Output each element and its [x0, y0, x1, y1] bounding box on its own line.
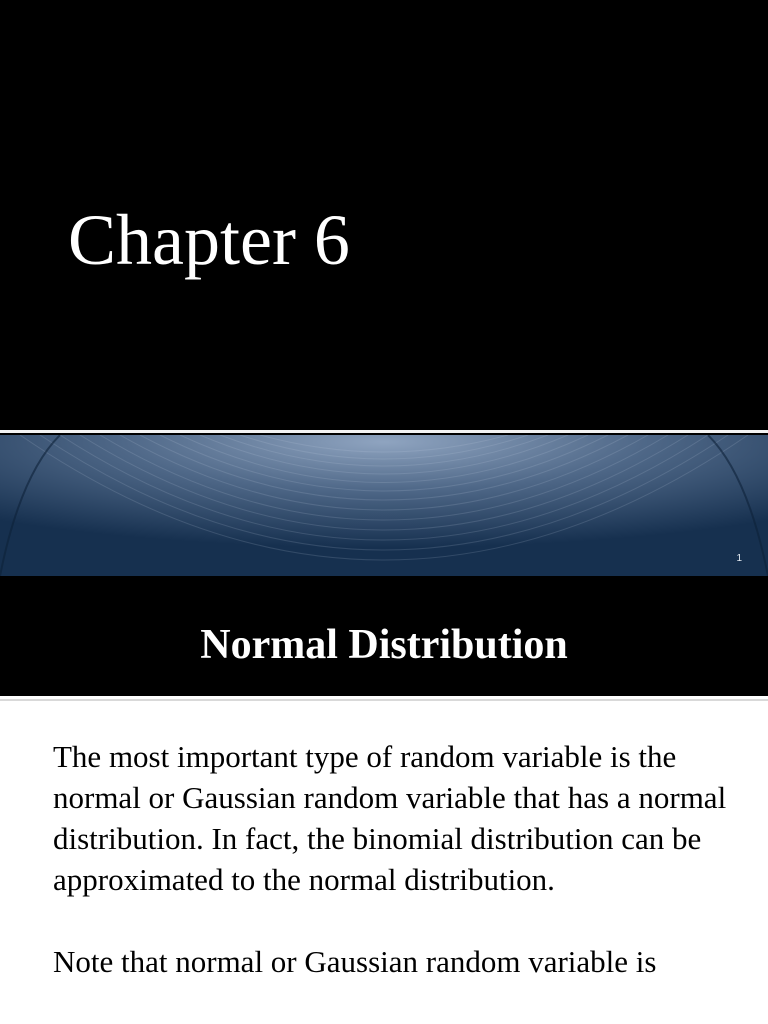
slide-1-decorative-band [0, 435, 768, 576]
slide-2-body [53, 736, 743, 982]
body-paragraph: The most important type of random variable is the normal or Gaussian random variable that has a normal distribution. In fact, the binomial distribution can be approximated to the normal distribution. [53, 739, 727, 897]
band-arcs-graphic [0, 435, 768, 576]
slide-number: 1 [736, 553, 742, 564]
body-paragraph: Note that normal or Gaussian random variable is [53, 944, 657, 979]
slide-2-title: Normal Distribution [200, 622, 568, 668]
slide-1-title: Chapter 6 [68, 200, 350, 280]
slide-2-divider [0, 699, 768, 701]
slide-1-divider [0, 430, 768, 433]
